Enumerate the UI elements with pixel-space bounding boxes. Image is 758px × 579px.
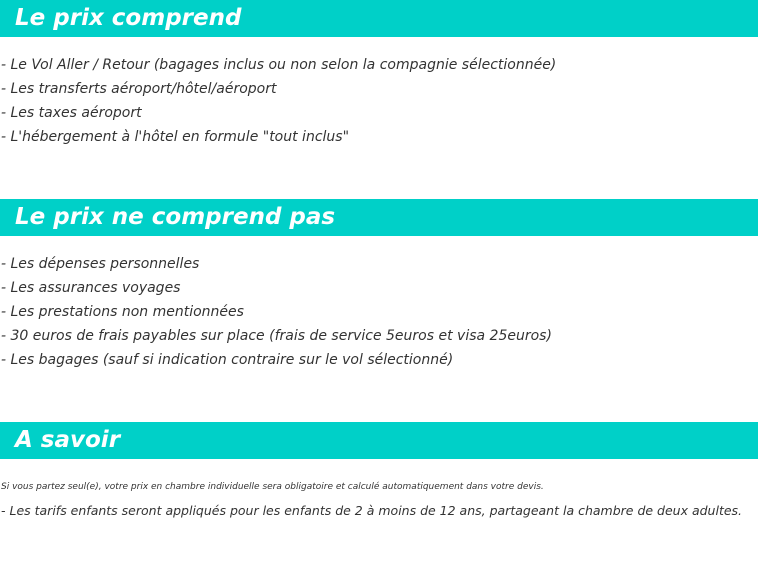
section-header-a-savoir: A savoir [0,422,758,459]
section-header-prix-ne-comprend-pas: Le prix ne comprend pas [0,199,758,236]
included-list [1,53,556,149]
excluded-list [1,252,552,372]
info-list [1,475,742,523]
list-item: - Les tarifs enfants seront appliqués pour les enfants de 2 à moins de 12 ans, partageant la chambre de deux adultes. [1,503,743,518]
list-item: - Les assurances voyages [1,280,181,296]
list-item: - Le Vol Aller / Retour (bagages inclus ou non selon la compagnie sélectionnée) [1,57,557,73]
list-item: - 30 euros de frais payables sur place (frais de service 5euros et visa 25euros) [1,328,552,344]
list-item: - Les dépenses personnelles [1,256,200,272]
list-item: - Les prestations non mentionnées [1,304,244,320]
list-item: - Les transferts aéroport/hôtel/aéroport [1,81,277,97]
list-item: - Les bagages (sauf si indication contraire sur le vol sélectionné) [1,352,454,368]
list-item: - Les taxes aéroport [1,105,142,121]
list-item: Si vous partez seul(e), votre prix en chambre individuelle sera obligatoire et calculé automatiquement dans votre devis. [1,482,544,492]
list-item: - L'hébergement à l'hôtel en formule "tout inclus" [1,129,350,145]
section-header-prix-comprend: Le prix comprend [0,0,758,37]
